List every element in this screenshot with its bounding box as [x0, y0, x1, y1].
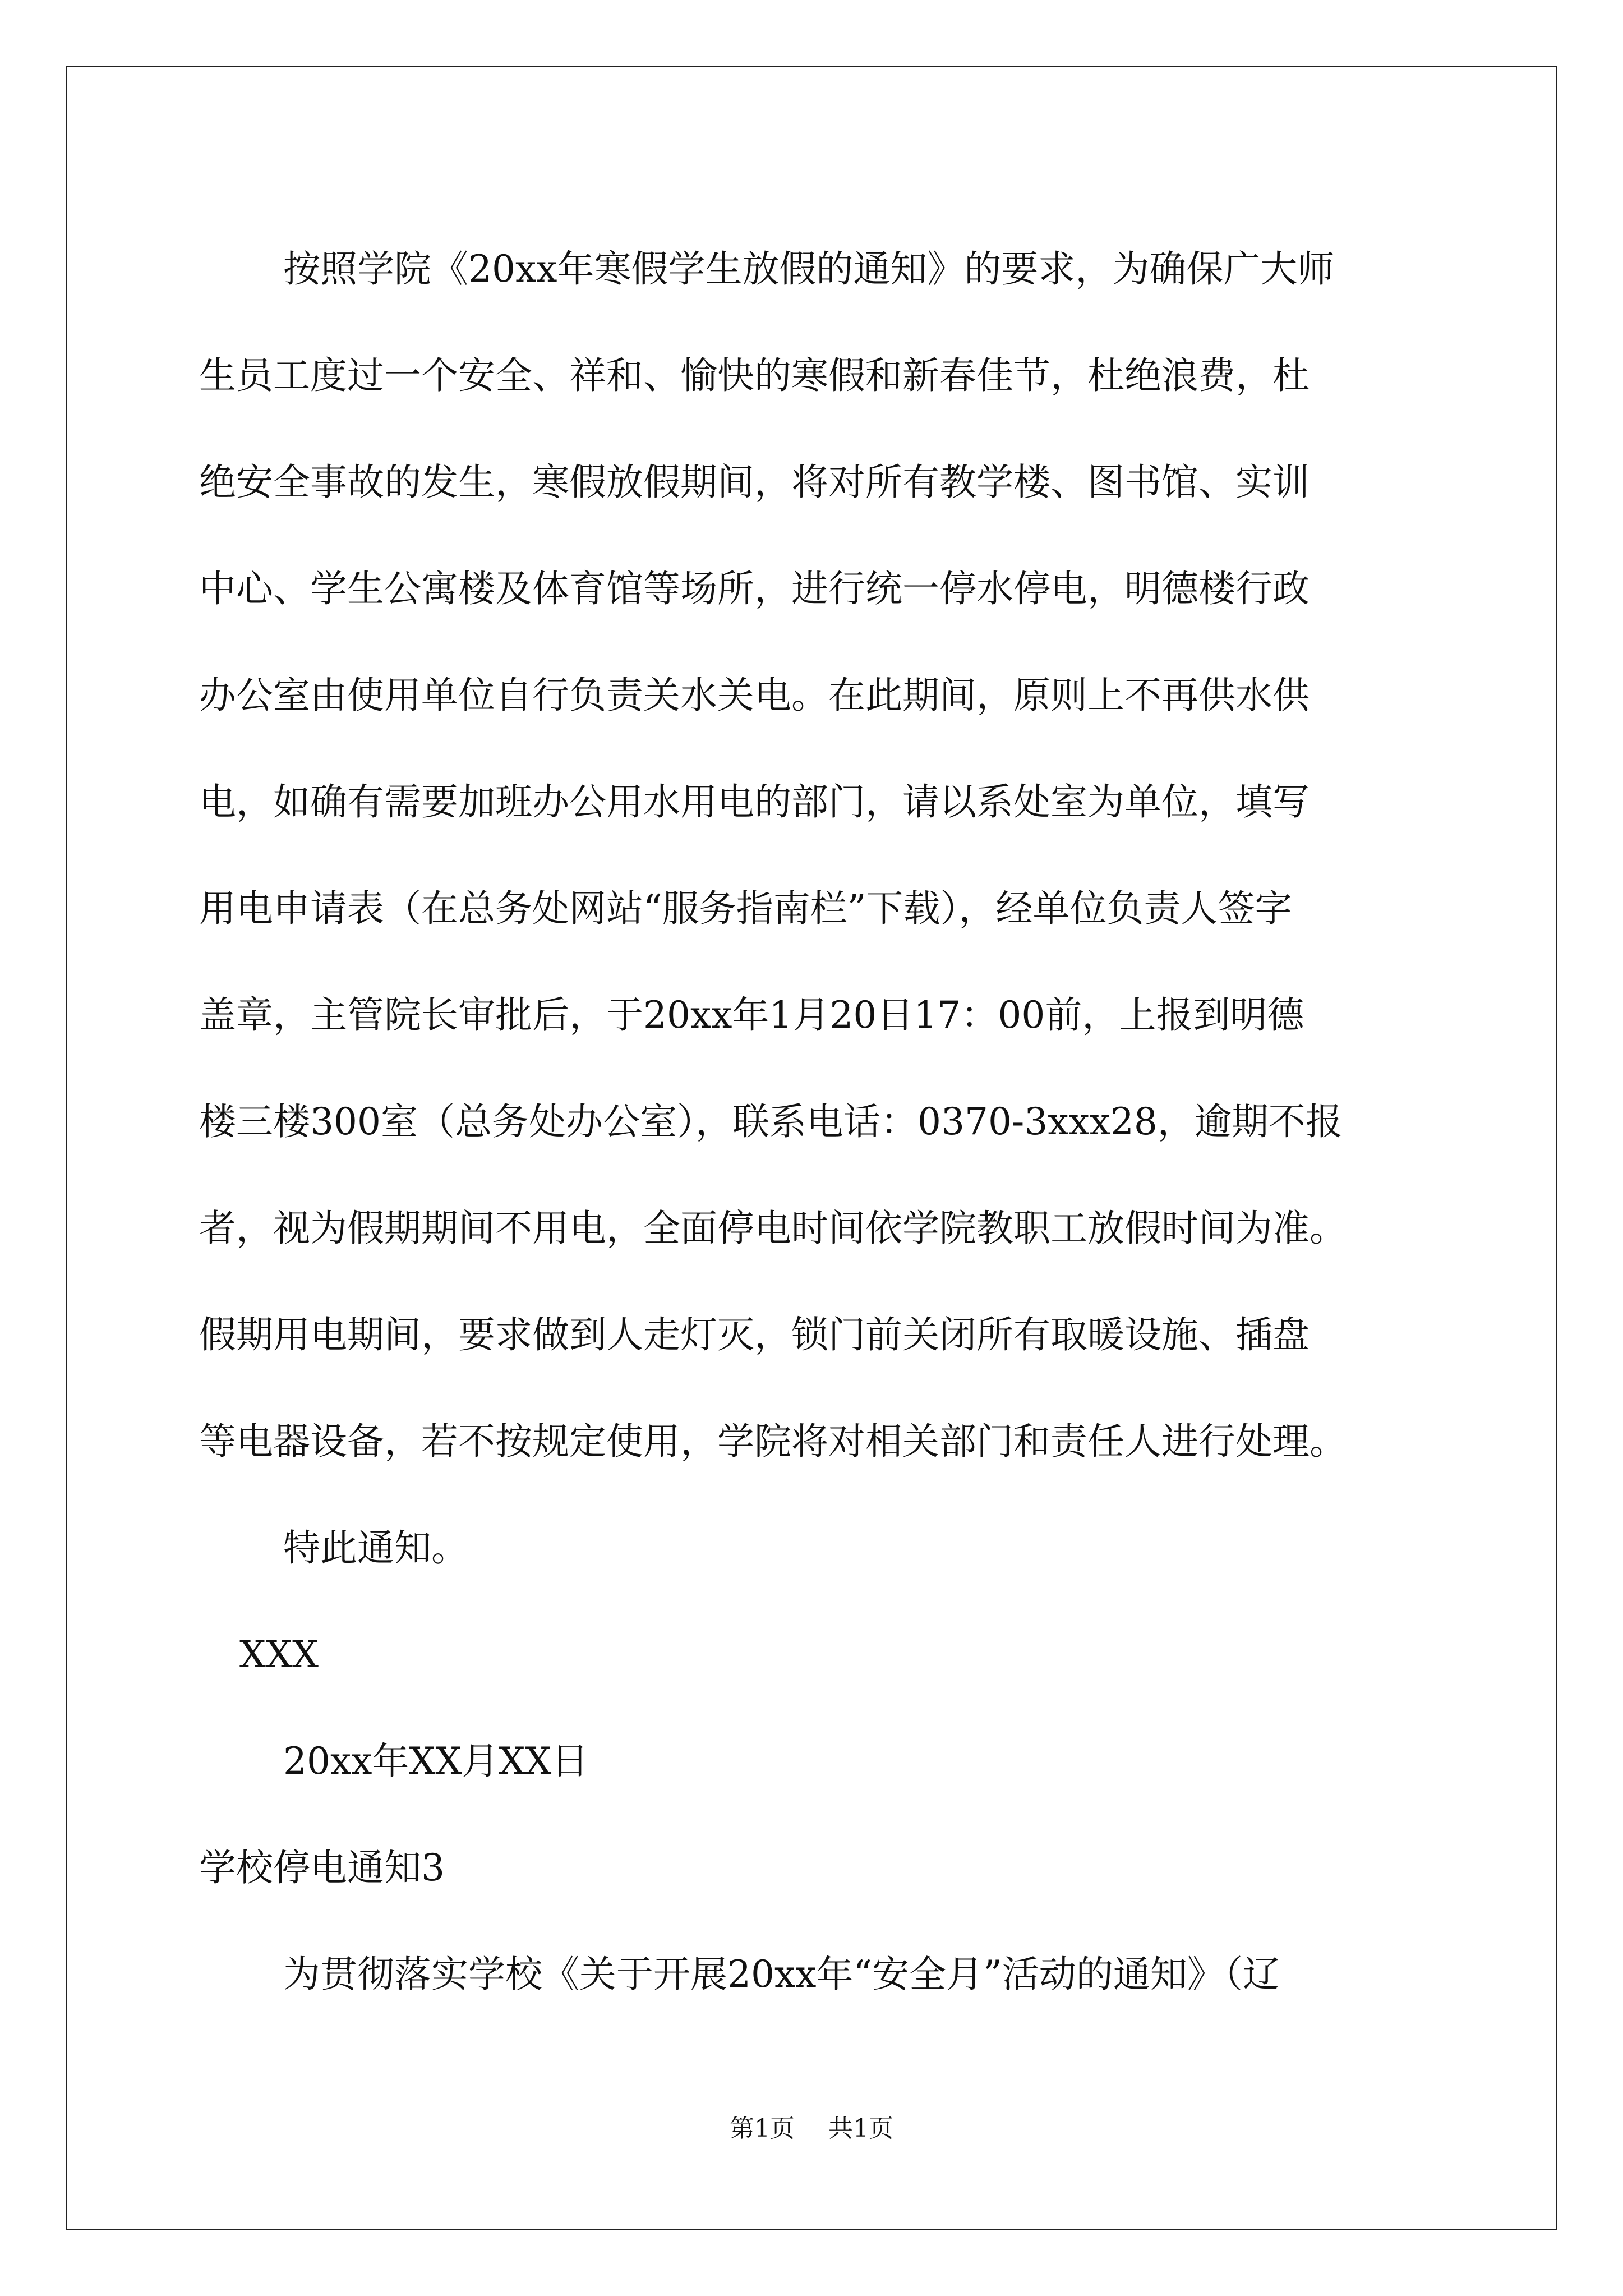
paragraph-line-9: 楼三楼300室（总务处办公室），联系电话：0370-3xxx28，逾期不报 [199, 1100, 1343, 1143]
paragraph-line-2: 生员工度过一个安全、祥和、愉快的寒假和新春佳节，杜绝浪费，杜 [199, 354, 1310, 397]
signatory: XXX [239, 1633, 319, 1676]
paragraph-line-5: 办公室由使用单位自行负责关水关电。在此期间，原则上不再供水供 [199, 674, 1310, 717]
paragraph-line-1: 按照学院《20xx年寒假学生放假的通知》的要求，为确保广大师 [283, 247, 1335, 291]
paragraph-line-8: 盖章，主管院长审批后，于20xx年1月20日17：00前，上报到明德 [199, 993, 1304, 1037]
page-number-current: 第1页 [730, 2114, 795, 2143]
document-date: 20xx年XX月XX日 [283, 1740, 589, 1783]
paragraph-line-3: 绝安全事故的发生，寒假放假期间，将对所有教学楼、图书馆、实训 [199, 461, 1310, 504]
paragraph-line-11: 假期用电期间，要求做到人走灯灭，锁门前关闭所有取暖设施、插盘 [199, 1313, 1310, 1356]
section-title: 学校停电通知3 [199, 1846, 445, 1889]
document-body [199, 216, 1433, 2028]
paragraph-line-7: 用电申请表（在总务处网站“服务指南栏”下载），经单位负责人签字 [199, 887, 1292, 930]
page-footer [0, 2108, 1623, 2144]
page-number-total: 共1页 [828, 2114, 893, 2143]
paragraph-line-10: 者，视为假期期间不用电，全面停电时间依学院教职工放假时间为准。 [199, 1207, 1347, 1250]
paragraph-line-12: 等电器设备，若不按规定使用，学院将对相关部门和责任人进行处理。 [199, 1420, 1347, 1463]
paragraph-line-6: 电，如确有需要加班办公用水用电的部门，请以系处室为单位，填写 [199, 780, 1310, 823]
paragraph-line-4: 中心、学生公寓楼及体育馆等场所，进行统一停水停电，明德楼行政 [199, 567, 1310, 610]
section-first-line: 为贯彻落实学校《关于开展20xx年“安全月”活动的通知》（辽 [283, 1953, 1280, 1996]
closing-text: 特此通知。 [283, 1526, 468, 1570]
